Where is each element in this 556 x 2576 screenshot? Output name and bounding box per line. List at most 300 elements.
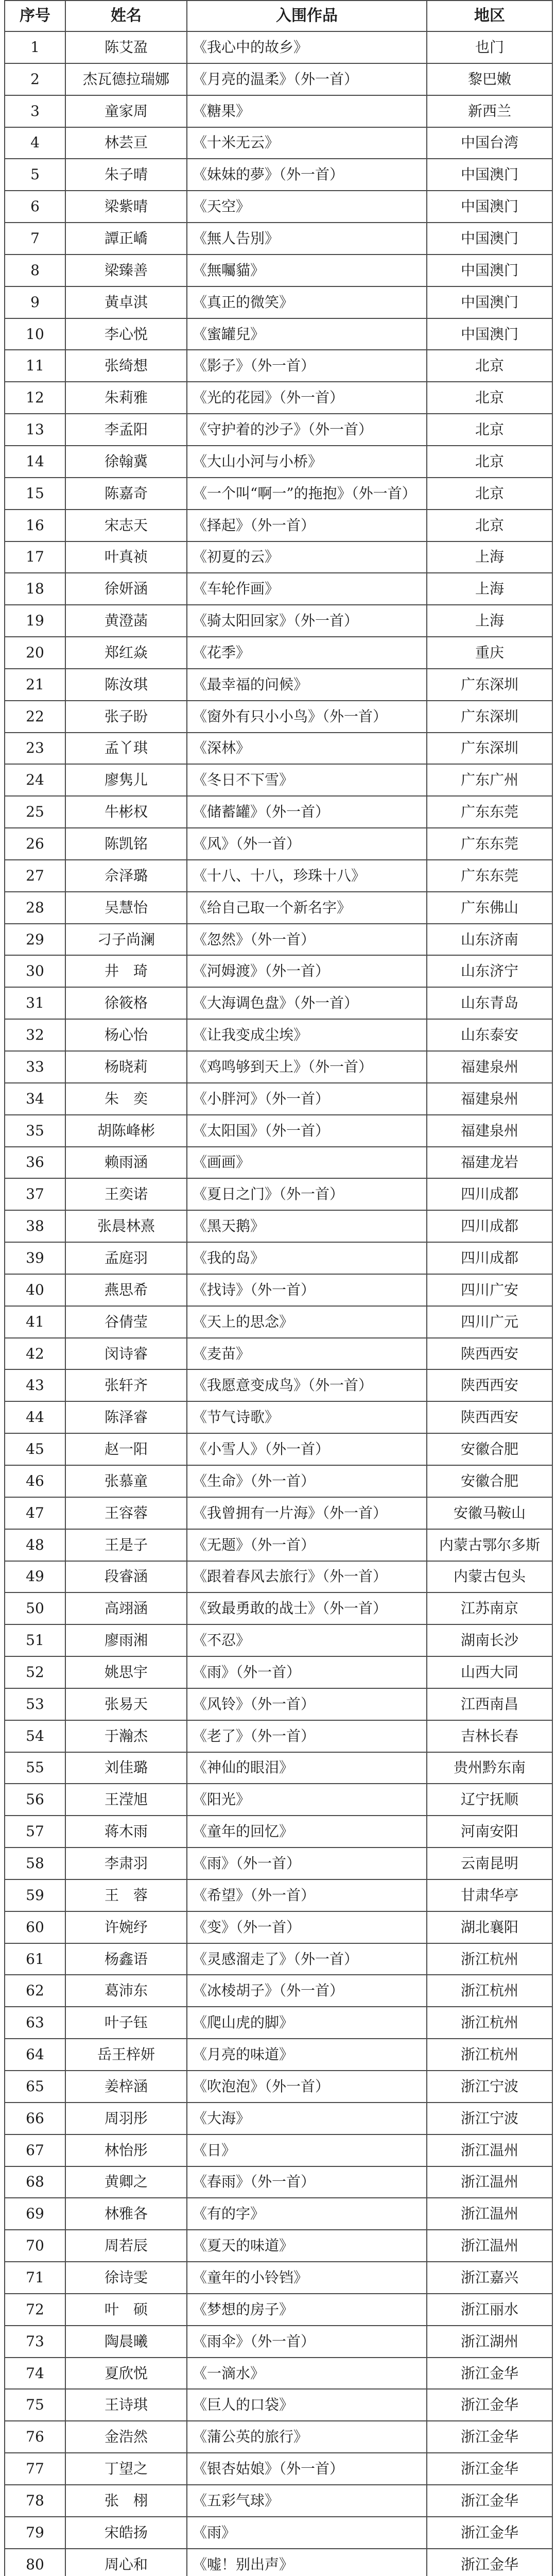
- table-row: [5, 2389, 552, 2421]
- work-title: 《给自己取一个新名字》: [187, 892, 427, 924]
- work-title: 《希望》（外一首）: [187, 1879, 427, 1911]
- work-title: 《跟着春风去旅行》（外一首）: [187, 1561, 427, 1593]
- region: 湖南长沙: [427, 1624, 552, 1656]
- region: 四川广安: [427, 1274, 552, 1306]
- author-name: 张易天: [65, 1688, 187, 1720]
- table-row: [5, 350, 552, 382]
- work-title: 《变》（外一首）: [187, 1911, 427, 1943]
- region: 浙江金华: [427, 2453, 552, 2485]
- author-name: 林雅各: [65, 2198, 187, 2230]
- work-title: 《我心中的故乡》: [187, 31, 427, 63]
- table-row: [5, 669, 552, 701]
- table-row: [5, 2134, 552, 2166]
- author-name: 杨心怡: [65, 1019, 187, 1051]
- work-title: 《十八、十八，珍珠十八》: [187, 860, 427, 892]
- table-row: [5, 127, 552, 159]
- row-number: 71: [5, 2262, 65, 2294]
- author-name: 陈凯铭: [65, 828, 187, 860]
- author-name: 燕思希: [65, 1274, 187, 1306]
- region: 黎巴嫩: [427, 63, 552, 95]
- table-row: [5, 1210, 552, 1242]
- row-number: 39: [5, 1242, 65, 1274]
- row-number: 22: [5, 701, 65, 733]
- region: 上海: [427, 573, 552, 605]
- work-title: 《有的字》: [187, 2198, 427, 2230]
- work-title: 《日》: [187, 2134, 427, 2166]
- row-number: 72: [5, 2294, 65, 2326]
- table-row: [5, 1147, 552, 1179]
- row-number: 34: [5, 1083, 65, 1115]
- author-name: 王奕诺: [65, 1178, 187, 1210]
- work-title: 《大山小河与小桥》: [187, 446, 427, 478]
- author-name: 孟丫琪: [65, 733, 187, 765]
- author-name: 宋志天: [65, 510, 187, 541]
- table-row: [5, 1816, 552, 1848]
- table-row: [5, 2326, 552, 2358]
- region: 重庆: [427, 637, 552, 669]
- region: 浙江宁波: [427, 2071, 552, 2103]
- work-title: 《大海调色盘》（外一首）: [187, 987, 427, 1019]
- row-number: 35: [5, 1115, 65, 1147]
- work-title: 《不忍》: [187, 1624, 427, 1656]
- region: 北京: [427, 446, 552, 478]
- table-row: [5, 191, 552, 223]
- author-name: 孟庭羽: [65, 1242, 187, 1274]
- work-title: 《我曾拥有一片海》（外一首）: [187, 1497, 427, 1529]
- region: 山西大同: [427, 1656, 552, 1688]
- row-number: 80: [5, 2549, 65, 2576]
- row-number: 76: [5, 2421, 65, 2453]
- table-row: [5, 478, 552, 510]
- author-name: 周若辰: [65, 2230, 187, 2262]
- region: 福建泉州: [427, 1083, 552, 1115]
- row-number: 21: [5, 669, 65, 701]
- table-row: [5, 1848, 552, 1879]
- author-name: 蒋木雨: [65, 1816, 187, 1848]
- table-row: [5, 414, 552, 446]
- region: 广东东莞: [427, 796, 552, 828]
- region: 浙江金华: [427, 2358, 552, 2389]
- author-name: 王诗琪: [65, 2389, 187, 2421]
- table-row: [5, 1497, 552, 1529]
- region: 吉林长春: [427, 1720, 552, 1752]
- work-title: 《冰棱胡子》（外一首）: [187, 1975, 427, 2007]
- table-row: [5, 1592, 552, 1624]
- work-title: 《守护着的沙子》（外一首）: [187, 414, 427, 446]
- author-name: 周心和: [65, 2549, 187, 2576]
- region: 浙江温州: [427, 2230, 552, 2262]
- row-number: 6: [5, 191, 65, 223]
- region: 中国澳门: [427, 286, 552, 318]
- author-name: 王 蓉: [65, 1879, 187, 1911]
- author-name: 夏欣悦: [65, 2358, 187, 2389]
- table-row: [5, 1656, 552, 1688]
- region: 浙江金华: [427, 2421, 552, 2453]
- row-number: 28: [5, 892, 65, 924]
- region: 浙江丽水: [427, 2294, 552, 2326]
- table-row: [5, 2166, 552, 2198]
- row-number: 68: [5, 2166, 65, 2198]
- work-title: 《吹泡泡》（外一首）: [187, 2071, 427, 2103]
- table-row: [5, 1083, 552, 1115]
- author-name: 佘泽璐: [65, 860, 187, 892]
- author-name: 丁望之: [65, 2453, 187, 2485]
- work-title: 《黑天鹅》: [187, 1210, 427, 1242]
- region: 上海: [427, 541, 552, 573]
- region: 山东泰安: [427, 1019, 552, 1051]
- row-number: 58: [5, 1848, 65, 1879]
- table-row: [5, 2103, 552, 2134]
- row-number: 73: [5, 2326, 65, 2358]
- region: 安徽合肥: [427, 1433, 552, 1465]
- region: 中国澳门: [427, 159, 552, 191]
- work-title: 《初夏的云》: [187, 541, 427, 573]
- row-number: 31: [5, 987, 65, 1019]
- author-name: 王滢旭: [65, 1784, 187, 1816]
- table-row: [5, 764, 552, 796]
- author-name: 杨鑫语: [65, 1943, 187, 1975]
- region: 四川广元: [427, 1306, 552, 1338]
- table-row: [5, 1975, 552, 2007]
- table-row: [5, 318, 552, 350]
- work-title: 《蜜罐兒》: [187, 318, 427, 350]
- table-row: [5, 2071, 552, 2103]
- region: 内蒙古包头: [427, 1561, 552, 1593]
- region: 北京: [427, 382, 552, 414]
- work-title: 《忽然》（外一首）: [187, 924, 427, 956]
- row-number: 2: [5, 63, 65, 95]
- author-name: 童家周: [65, 95, 187, 127]
- row-number: 53: [5, 1688, 65, 1720]
- region: 中国澳门: [427, 223, 552, 255]
- row-number: 63: [5, 2007, 65, 2039]
- work-title: 《童年的小铃铛》: [187, 2262, 427, 2294]
- author-name: 李肃羽: [65, 1848, 187, 1879]
- table-row: [5, 1338, 552, 1370]
- row-number: 44: [5, 1401, 65, 1433]
- author-name: 姜梓涵: [65, 2071, 187, 2103]
- author-name: 黄澄菡: [65, 605, 187, 637]
- row-number: 25: [5, 796, 65, 828]
- region: 四川成都: [427, 1210, 552, 1242]
- author-name: 杨晓莉: [65, 1051, 187, 1083]
- work-title: 《生命》（外一首）: [187, 1465, 427, 1497]
- table-row: [5, 446, 552, 478]
- region: 浙江嘉兴: [427, 2262, 552, 2294]
- work-title: 《车轮作画》: [187, 573, 427, 605]
- table-row: [5, 1051, 552, 1083]
- work-title: 《蒲公英的旅行》: [187, 2421, 427, 2453]
- region: 陕西西安: [427, 1401, 552, 1433]
- author-name: 叶 硕: [65, 2294, 187, 2326]
- author-name: 梁臻善: [65, 255, 187, 286]
- row-number: 13: [5, 414, 65, 446]
- row-number: 24: [5, 764, 65, 796]
- author-name: 刁子尚澜: [65, 924, 187, 956]
- author-name: 闵诗睿: [65, 1338, 187, 1370]
- row-number: 77: [5, 2453, 65, 2485]
- author-name: 李孟阳: [65, 414, 187, 446]
- table-row: [5, 2358, 552, 2389]
- author-name: 段睿涵: [65, 1561, 187, 1593]
- author-name: 朱莉雅: [65, 382, 187, 414]
- table-row: [5, 796, 552, 828]
- work-title: 《童年的回忆》: [187, 1816, 427, 1848]
- work-title: 《雨》（外一首）: [187, 1848, 427, 1879]
- region: 浙江金华: [427, 2517, 552, 2549]
- row-number: 70: [5, 2230, 65, 2262]
- author-name: 吴慧怡: [65, 892, 187, 924]
- table-row: [5, 223, 552, 255]
- table-row: [5, 2517, 552, 2549]
- table-row: [5, 2549, 552, 2576]
- work-title: 《雨》: [187, 2517, 427, 2549]
- work-title: 《無囑貓》: [187, 255, 427, 286]
- table-row: [5, 924, 552, 956]
- table-row: [5, 2007, 552, 2039]
- row-number: 19: [5, 605, 65, 637]
- author-name: 徐筱格: [65, 987, 187, 1019]
- region: 浙江温州: [427, 2166, 552, 2198]
- region: 云南昆明: [427, 1848, 552, 1879]
- row-number: 54: [5, 1720, 65, 1752]
- row-number: 60: [5, 1911, 65, 1943]
- table-row: [5, 1561, 552, 1593]
- author-name: 李心悦: [65, 318, 187, 350]
- author-name: 谷倩莹: [65, 1306, 187, 1338]
- region: 山东青岛: [427, 987, 552, 1019]
- table-row: [5, 63, 552, 95]
- work-title: 《择起》（外一首）: [187, 510, 427, 541]
- row-number: 1: [5, 31, 65, 63]
- region: 浙江温州: [427, 2198, 552, 2230]
- row-number: 8: [5, 255, 65, 286]
- row-number: 15: [5, 478, 65, 510]
- table-row: [5, 159, 552, 191]
- table-row: [5, 2198, 552, 2230]
- region: 江西南昌: [427, 1688, 552, 1720]
- region: 四川成都: [427, 1242, 552, 1274]
- table-row: [5, 510, 552, 541]
- work-title: 《雨伞》（外一首）: [187, 2326, 427, 2358]
- region: 浙江金华: [427, 2389, 552, 2421]
- row-number: 18: [5, 573, 65, 605]
- region: 内蒙古鄂尔多斯: [427, 1529, 552, 1561]
- author-name: 梁紫晴: [65, 191, 187, 223]
- region: 福建泉州: [427, 1115, 552, 1147]
- table-row: [5, 1115, 552, 1147]
- author-name: 赵一阳: [65, 1433, 187, 1465]
- author-name: 林怡彤: [65, 2134, 187, 2166]
- region: 上海: [427, 605, 552, 637]
- author-name: 叶真祯: [65, 541, 187, 573]
- region: 浙江杭州: [427, 2007, 552, 2039]
- row-number: 67: [5, 2134, 65, 2166]
- work-title: 《小雪人》（外一首）: [187, 1433, 427, 1465]
- author-name: 许婉纾: [65, 1911, 187, 1943]
- table-row: [5, 1306, 552, 1338]
- author-name: 徐诗雯: [65, 2262, 187, 2294]
- author-name: 廖雨湘: [65, 1624, 187, 1656]
- row-number: 52: [5, 1656, 65, 1688]
- table-row: [5, 860, 552, 892]
- row-number: 26: [5, 828, 65, 860]
- row-number: 12: [5, 382, 65, 414]
- author-name: 周羽彤: [65, 2103, 187, 2134]
- work-title: 《五彩气球》: [187, 2485, 427, 2517]
- table-row: [5, 2262, 552, 2294]
- row-number: 3: [5, 95, 65, 127]
- work-title: 《真正的微笑》: [187, 286, 427, 318]
- table-row: [5, 286, 552, 318]
- row-number: 50: [5, 1592, 65, 1624]
- region: 安徽马鞍山: [427, 1497, 552, 1529]
- row-number: 62: [5, 1975, 65, 2007]
- table-row: [5, 255, 552, 286]
- work-title: 《阳光》: [187, 1784, 427, 1816]
- work-title: 《老了》（外一首）: [187, 1720, 427, 1752]
- table-row: [5, 2421, 552, 2453]
- table-row: [5, 2039, 552, 2071]
- row-number: 4: [5, 127, 65, 159]
- table-row: [5, 605, 552, 637]
- region: 北京: [427, 510, 552, 541]
- region: 北京: [427, 414, 552, 446]
- region: 甘肃华亭: [427, 1879, 552, 1911]
- region: 中国澳门: [427, 318, 552, 350]
- row-number: 74: [5, 2358, 65, 2389]
- author-name: 朱 奕: [65, 1083, 187, 1115]
- author-name: 金浩然: [65, 2421, 187, 2453]
- author-name: 葛沛东: [65, 1975, 187, 2007]
- work-title: 《致最勇敢的战士》（外一首）: [187, 1592, 427, 1624]
- region: 陕西西安: [427, 1338, 552, 1370]
- table-row: [5, 1624, 552, 1656]
- table-row: [5, 1465, 552, 1497]
- row-number: 55: [5, 1752, 65, 1784]
- row-number: 61: [5, 1943, 65, 1975]
- region: 新西兰: [427, 95, 552, 127]
- table-row: [5, 2294, 552, 2326]
- table-row: [5, 1242, 552, 1274]
- region: 广东深圳: [427, 733, 552, 765]
- region: 辽宁抚顺: [427, 1784, 552, 1816]
- region: 广东深圳: [427, 701, 552, 733]
- table-row: [5, 95, 552, 127]
- table-row: [5, 2453, 552, 2485]
- table-row: [5, 1178, 552, 1210]
- table-row: [5, 1784, 552, 1816]
- work-title: 《糖果》: [187, 95, 427, 127]
- row-number: 79: [5, 2517, 65, 2549]
- work-title: 《我愿意变成鸟》（外一首）: [187, 1369, 427, 1401]
- table-row: [5, 2485, 552, 2517]
- table-header-row: [5, 1, 552, 31]
- author-name: 宋皓扬: [65, 2517, 187, 2549]
- row-number: 5: [5, 159, 65, 191]
- table-row: [5, 541, 552, 573]
- region: 湖北襄阳: [427, 1911, 552, 1943]
- work-title: 《最幸福的问候》: [187, 669, 427, 701]
- author-name: 廖隽儿: [65, 764, 187, 796]
- work-title: 《画画》: [187, 1147, 427, 1179]
- work-title: 《十米无云》: [187, 127, 427, 159]
- region: 北京: [427, 350, 552, 382]
- region: 浙江宁波: [427, 2103, 552, 2134]
- work-title: 《我的岛》: [187, 1242, 427, 1274]
- row-number: 9: [5, 286, 65, 318]
- row-number: 49: [5, 1561, 65, 1593]
- table-row: [5, 955, 552, 987]
- author-name: 郑红焱: [65, 637, 187, 669]
- table-row: [5, 1879, 552, 1911]
- row-number: 7: [5, 223, 65, 255]
- row-number: 48: [5, 1529, 65, 1561]
- table-row: [5, 31, 552, 63]
- row-number: 23: [5, 733, 65, 765]
- work-title: 《月亮的温柔》（外一首）: [187, 63, 427, 95]
- table-body: [5, 31, 552, 2576]
- author-name: 高翊涵: [65, 1592, 187, 1624]
- row-number: 51: [5, 1624, 65, 1656]
- author-name: 张子盼: [65, 701, 187, 733]
- author-name: 王是子: [65, 1529, 187, 1561]
- row-number: 29: [5, 924, 65, 956]
- row-number: 40: [5, 1274, 65, 1306]
- work-title: 《让我变成尘埃》: [187, 1019, 427, 1051]
- row-number: 64: [5, 2039, 65, 2071]
- row-number: 10: [5, 318, 65, 350]
- row-number: 69: [5, 2198, 65, 2230]
- author-name: 张晨林熹: [65, 1210, 187, 1242]
- row-number: 17: [5, 541, 65, 573]
- region: 四川成都: [427, 1178, 552, 1210]
- header-name: 姓名: [65, 1, 187, 31]
- work-title: 《骑太阳回家》（外一首）: [187, 605, 427, 637]
- row-number: 36: [5, 1147, 65, 1179]
- region: 福建龙岩: [427, 1147, 552, 1179]
- row-number: 11: [5, 350, 65, 382]
- author-name: 林芸亘: [65, 127, 187, 159]
- row-number: 43: [5, 1369, 65, 1401]
- row-number: 45: [5, 1433, 65, 1465]
- row-number: 20: [5, 637, 65, 669]
- header-region: 地区: [427, 1, 552, 31]
- table-row: [5, 382, 552, 414]
- work-title: 《一个叫“啊一”的拖抱》（外一首）: [187, 478, 427, 510]
- author-name: 杰瓦德拉瑞娜: [65, 63, 187, 95]
- work-title: 《小胖河》（外一首）: [187, 1083, 427, 1115]
- table-row: [5, 637, 552, 669]
- work-title: 《节气诗歌》: [187, 1401, 427, 1433]
- table-row: [5, 1274, 552, 1306]
- work-title: 《太阳国》（外一首）: [187, 1115, 427, 1147]
- row-number: 56: [5, 1784, 65, 1816]
- table-row: [5, 1401, 552, 1433]
- region: 浙江杭州: [427, 2039, 552, 2071]
- author-name: 于瀚杰: [65, 1720, 187, 1752]
- row-number: 41: [5, 1306, 65, 1338]
- work-title: 《大海》: [187, 2103, 427, 2134]
- row-number: 32: [5, 1019, 65, 1051]
- author-name: 张绮想: [65, 350, 187, 382]
- author-name: 徐翰冀: [65, 446, 187, 478]
- work-title: 《冬日不下雪》: [187, 764, 427, 796]
- work-title: 《花季》: [187, 637, 427, 669]
- row-number: 59: [5, 1879, 65, 1911]
- finalist-table: [4, 0, 553, 2576]
- region: 浙江金华: [427, 2485, 552, 2517]
